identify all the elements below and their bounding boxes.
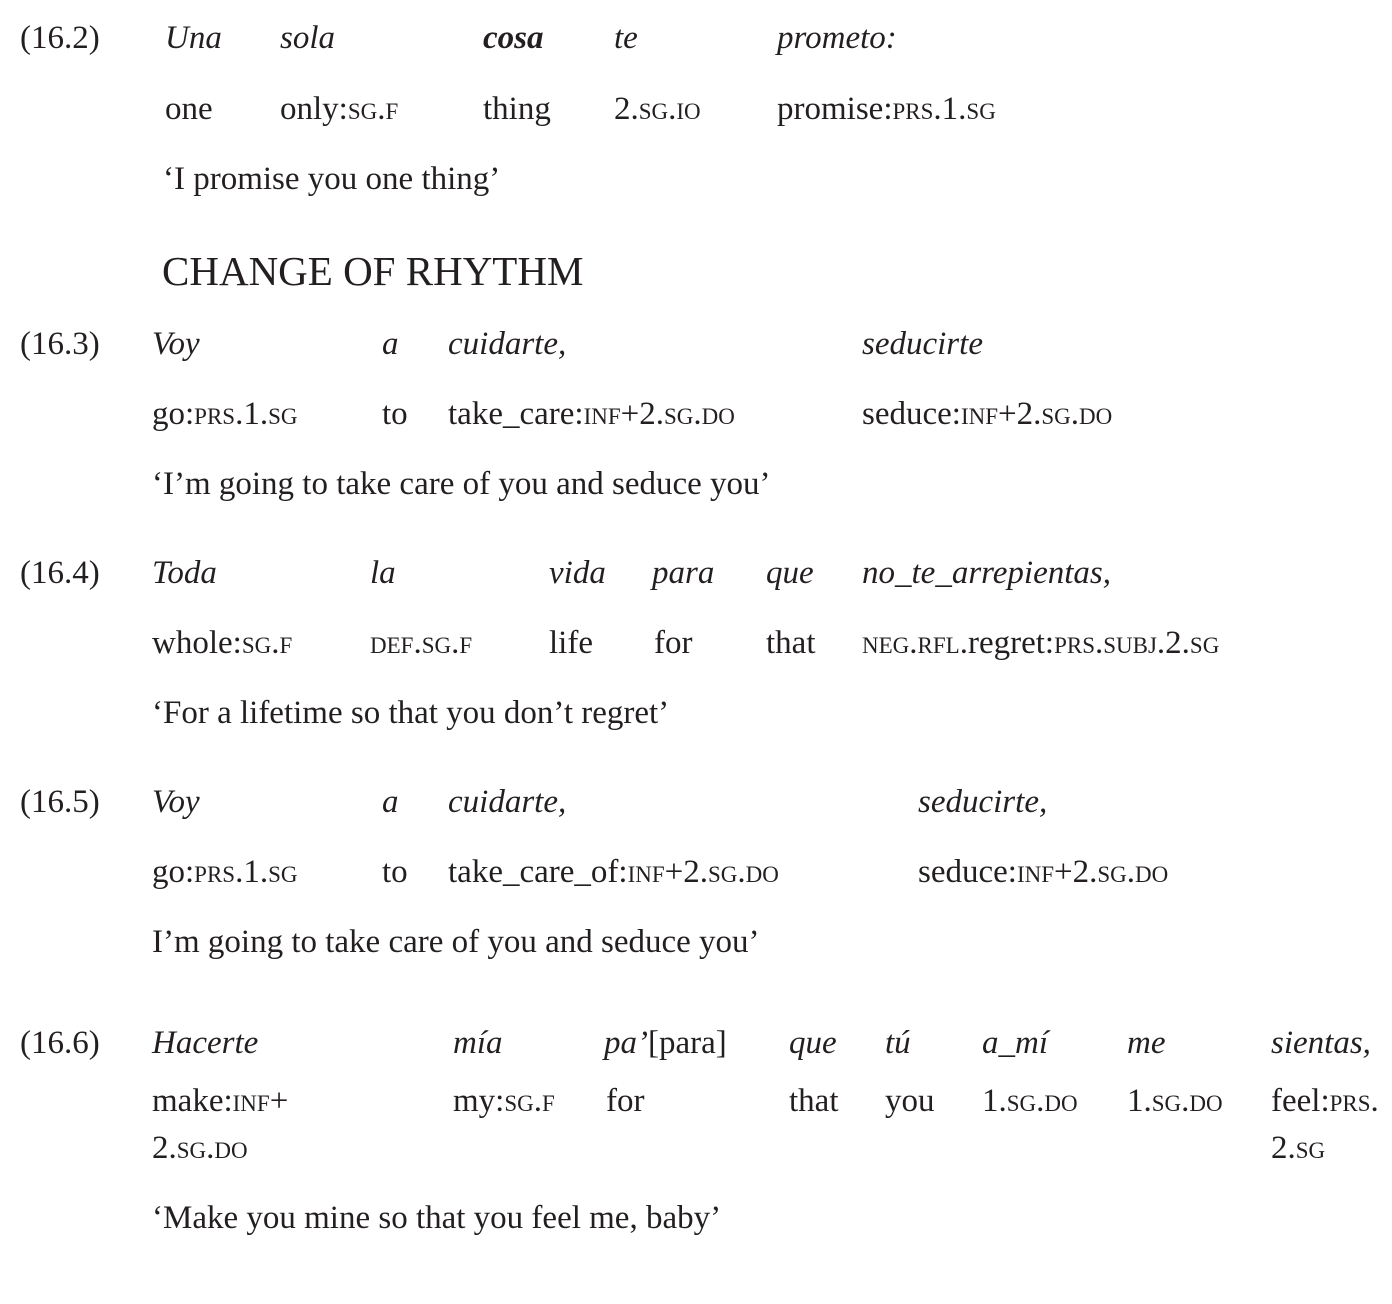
source-word: a [382, 784, 399, 820]
gloss-word: that [766, 625, 816, 661]
gloss-word: take_care:inf+2.sg.do [448, 396, 735, 432]
example-number: (16.3) [20, 326, 100, 362]
example-number: (16.5) [20, 784, 100, 820]
source-word: a [382, 326, 399, 362]
gloss-word: for [606, 1083, 645, 1119]
gloss-word: seduce:inf+2.sg.do [918, 854, 1169, 890]
gloss-word: go:prs.1.sg [152, 854, 298, 890]
gloss-word: 2.sg.io [614, 91, 701, 127]
source-word: te [614, 20, 638, 56]
source-word: cuidarte, [448, 326, 567, 362]
free-translation: ‘I’m going to take care of you and seduce you’ [152, 466, 771, 502]
gloss-word: neg.rfl.regret:prs.subj.2.sg [862, 625, 1220, 661]
source-word: para [652, 555, 715, 591]
gloss-word: 1.sg.do [982, 1083, 1078, 1119]
gloss-word: one [165, 91, 213, 127]
source-word: tú [885, 1025, 911, 1061]
example-number: (16.6) [20, 1025, 100, 1061]
gloss-word: you [885, 1083, 935, 1119]
gloss-word: def.sg.f [370, 625, 473, 661]
source-word: prometo: [777, 20, 897, 56]
example-number: (16.4) [20, 555, 100, 591]
source-word: Voy [152, 784, 200, 820]
gloss-word-continuation: 2.sg [1271, 1130, 1326, 1166]
gloss-word: whole:sg.f [152, 625, 293, 661]
gloss-word: 1.sg.do [1127, 1083, 1223, 1119]
source-word: vida [549, 555, 606, 591]
source-word: sola [280, 20, 336, 56]
gloss-word: make:inf+ [152, 1083, 289, 1119]
gloss-word: promise:prs.1.sg [777, 91, 996, 127]
gloss-word: thing [483, 91, 551, 127]
free-translation: ‘Make you mine so that you feel me, baby’ [152, 1200, 722, 1236]
source-word: seducirte [862, 326, 983, 362]
source-word: sientas, [1271, 1025, 1371, 1061]
source-word: no_te_arrepientas, [862, 555, 1111, 591]
source-word: Toda [152, 555, 217, 591]
source-word: que [766, 555, 814, 591]
source-word: cosa [483, 20, 544, 56]
section-heading: CHANGE OF RHYTHM [162, 248, 584, 294]
source-word: que [789, 1025, 837, 1061]
source-word: pa’[para] [604, 1025, 727, 1061]
source-word: Hacerte [152, 1025, 259, 1061]
gloss-word: seduce:inf+2.sg.do [862, 396, 1113, 432]
gloss-word: take_care_of:inf+2.sg.do [448, 854, 779, 890]
source-word: Una [165, 20, 222, 56]
gloss-word: only:sg.f [280, 91, 399, 127]
source-word: me [1127, 1025, 1166, 1061]
source-word: mía [453, 1025, 503, 1061]
source-word: la [370, 555, 396, 591]
source-word: seducirte, [918, 784, 1048, 820]
gloss-word: feel:prs. [1271, 1083, 1379, 1119]
gloss-word-continuation: 2.sg.do [152, 1130, 248, 1166]
free-translation: ‘For a lifetime so that you don’t regret’ [152, 695, 670, 731]
source-word: cuidarte, [448, 784, 567, 820]
gloss-word: that [789, 1083, 839, 1119]
free-translation: I’m going to take care of you and seduce you’ [152, 924, 760, 960]
gloss-word: my:sg.f [453, 1083, 555, 1119]
gloss-word: life [549, 625, 593, 661]
source-word: a_mí [982, 1025, 1048, 1061]
gloss-word: to [382, 396, 408, 432]
source-word: Voy [152, 326, 200, 362]
gloss-word: go:prs.1.sg [152, 396, 298, 432]
gloss-word: for [654, 625, 693, 661]
free-translation: ‘I promise you one thing’ [163, 161, 501, 197]
gloss-word: to [382, 854, 408, 890]
example-number: (16.2) [20, 20, 100, 56]
